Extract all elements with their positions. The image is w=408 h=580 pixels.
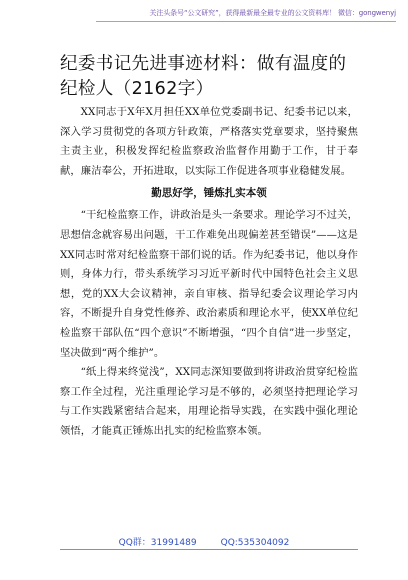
intro-paragraph: XX同志于X年X月担任XX单位党委副书记、纪委书记以来，深入学习贯彻党的各项方针政策，严格落实党章要求，坚持聚焦主责主业，积极发挥纪检监察政治监督作用勤于工作，甘于奉献，廉洁奉公，开拓进取，以实际工作促进各项事业稳健发展。 (60, 106, 358, 177)
page-footer (0, 535, 408, 548)
document-title: 纪委书记先进事迹材料：做有温度的纪检人（2162字） (60, 54, 347, 99)
footer-rule (60, 549, 358, 550)
section-paragraph: “干纪检监察工作，讲政治是头一条要求。理论学习不过关，思想信念就容易出问题，干工作难免出现偏差甚至错误”——这是XX同志时常对纪检监察干部们说的话。作为纪委书记，他以身作则，身体力行，带头系统学习习近平新时代中国特色社会主义思想，党的XX大会议精神，亲自审核、指导纪委会议理论学习内容，不断提升自身党性修养、政治素质和理论水平，使XX单位纪检监察干部队伍“四个意识”不断增强，“四个自信”进一步坚定，坚决做到“两个维护”。 (60, 209, 358, 359)
section-heading: 勤思好学，锤炼扎实本领 (151, 187, 267, 200)
document-body (60, 103, 358, 442)
header-banner: 关注头条号“公文研究”，获得最新最全最专业的公文资料库！ 微信：gongwenyj (96, 8, 396, 22)
footer-qq-number: QQ:535304092 (220, 538, 290, 548)
section-paragraph: “纸上得来终觉浅”，XX同志深知要做到将讲政治贯穿纪检监察工作全过程，光注重理论学习是不够的，必须坚持把理论学习与工作实践紧密结合起来，用理论指导实践，在实践中强化理论领悟，才能真正锤炼出扎实的纪检监察本领。 (60, 366, 358, 437)
footer-qq-group: QQ群：31991489 (118, 538, 197, 548)
